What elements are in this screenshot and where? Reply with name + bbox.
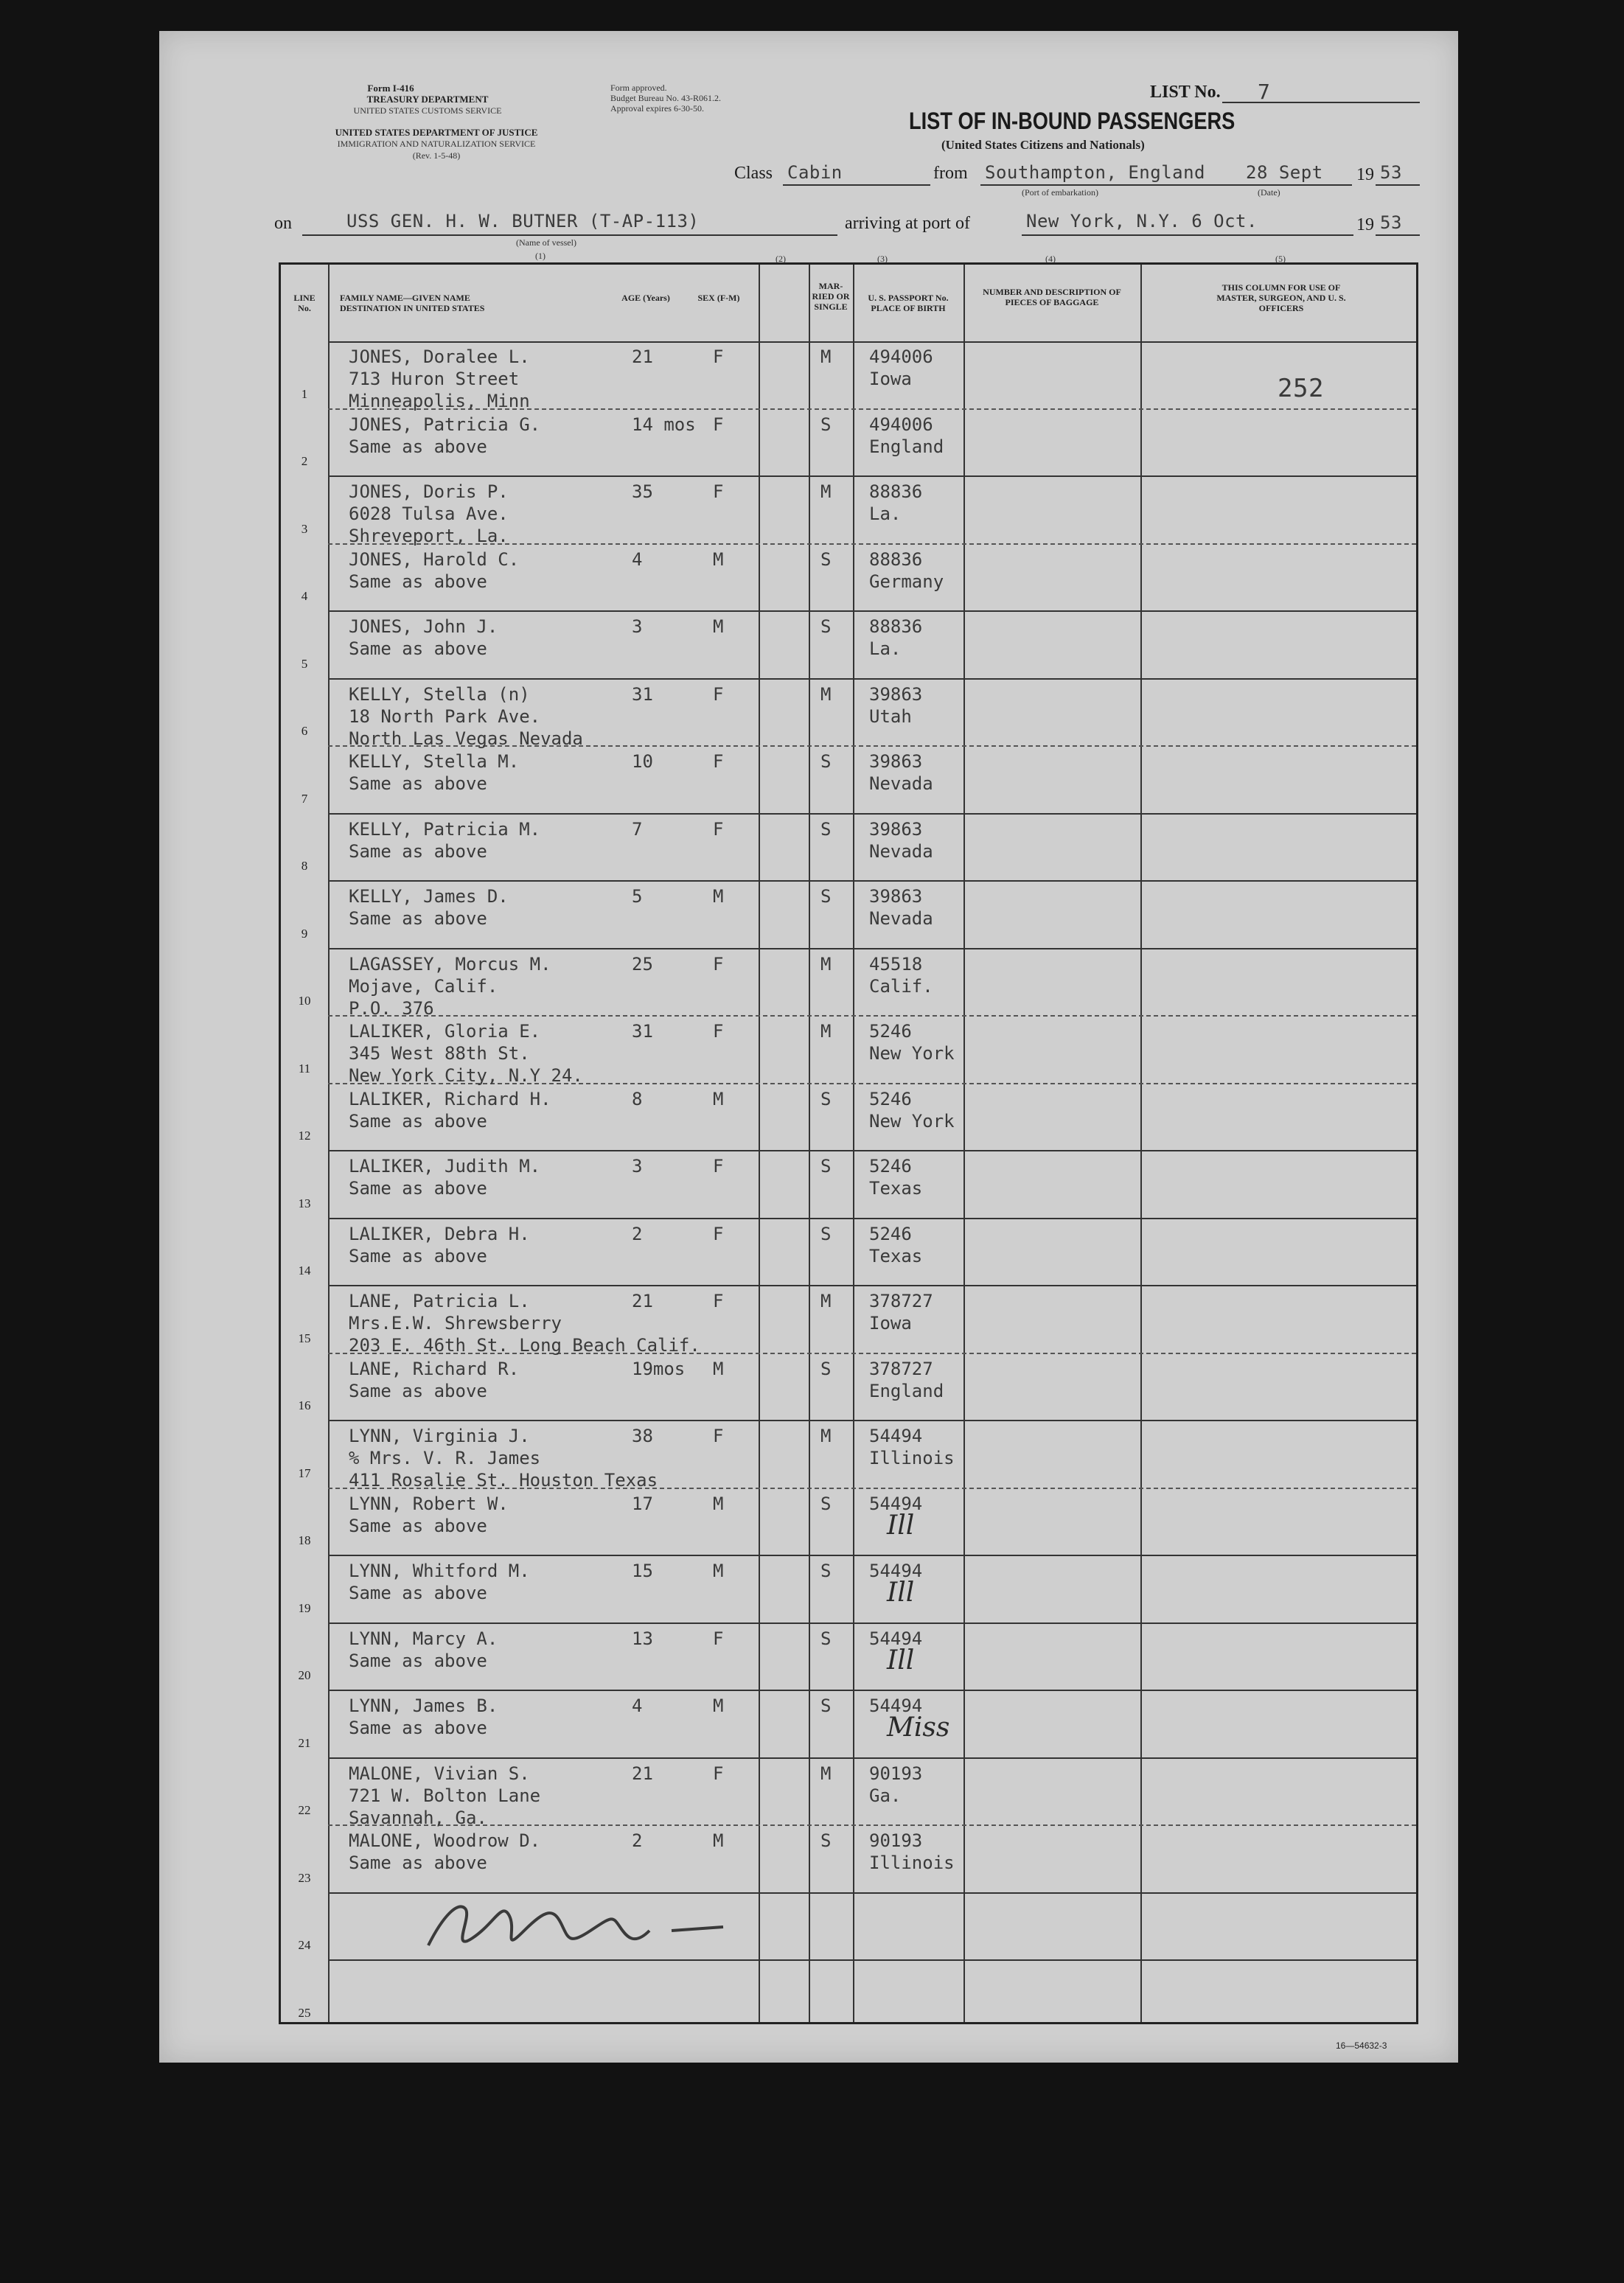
header-divider <box>328 341 1416 343</box>
passenger-age: 38 <box>632 1426 653 1446</box>
passport-number: 378727 <box>869 1291 933 1311</box>
row-divider <box>328 813 1416 815</box>
passenger-sex: F <box>713 1628 724 1649</box>
passport-number: 54494 <box>869 1628 923 1649</box>
page-title: LIST OF IN-BOUND PASSENGERS <box>909 108 1236 134</box>
passport-number: 45518 <box>869 953 923 975</box>
passport-number: 54494 <box>869 1426 923 1446</box>
passenger-age: 21 <box>632 346 653 367</box>
row-divider <box>328 1623 1416 1624</box>
passenger-marital-status: S <box>820 1830 832 1851</box>
passenger-sex: F <box>713 953 724 975</box>
date-caption: (Date) <box>1258 187 1280 198</box>
passenger-marital-status: M <box>820 1426 832 1446</box>
passenger-address: Shreveport, La. <box>349 526 509 546</box>
year-line <box>1376 184 1420 186</box>
passenger-name: LYNN, James B. <box>349 1695 498 1716</box>
passenger-name: JONES, Doris P. <box>349 481 509 502</box>
customs-service: UNITED STATES CUSTOMS SERVICE <box>353 105 502 116</box>
passenger-marital-status: S <box>820 1628 832 1649</box>
line-number: 17 <box>298 1465 311 1480</box>
row-divider <box>328 1015 1416 1017</box>
place-of-birth: New York <box>869 1110 955 1132</box>
passenger-address: Mrs.E.W. Shrewsberry <box>349 1313 562 1334</box>
passenger-name: LALIKER, Gloria E. <box>349 1021 541 1042</box>
treasury-department: TREASURY DEPARTMENT <box>366 94 489 105</box>
passenger-age: 19mos <box>632 1358 686 1379</box>
passenger-age: 4 <box>632 548 643 570</box>
header-baggage: NUMBER AND DESCRIPTION OF PIECES OF BAGGAGE <box>983 287 1121 307</box>
passenger-name: LYNN, Marcy A. <box>349 1628 498 1649</box>
place-of-birth: Utah <box>869 705 912 727</box>
arriving-line <box>1022 234 1353 236</box>
passenger-marital-status: S <box>820 548 832 570</box>
immigration-service: IMMIGRATION AND NATURALIZATION SERVICE <box>337 139 536 149</box>
line-number: 24 <box>298 1938 311 1952</box>
row-divider <box>328 948 1416 949</box>
passenger-address: % Mrs. V. R. James <box>349 1448 541 1468</box>
passenger-sex: F <box>713 683 724 705</box>
passenger-address: 18 North Park Ave. <box>349 705 541 727</box>
from-label: from <box>933 164 968 183</box>
row-divider <box>328 475 1416 477</box>
passport-number: 5246 <box>869 1021 912 1042</box>
passport-number: 5246 <box>869 1088 912 1109</box>
form-footer-code: 16—54632-3 <box>1336 2040 1387 2051</box>
place-of-birth: Ill <box>887 1510 915 1541</box>
year-prefix: 19 <box>1356 165 1374 184</box>
passport-number: 494006 <box>869 414 933 435</box>
passport-number: 88836 <box>869 481 923 502</box>
header-age: AGE (Years) <box>621 293 670 303</box>
line-number: 19 <box>298 1600 311 1615</box>
line-number: 13 <box>298 1196 311 1210</box>
place-of-birth: Iowa <box>869 1313 912 1334</box>
line-number: 10 <box>298 994 311 1008</box>
place-of-birth: Texas <box>869 1178 923 1199</box>
line-number: 2 <box>301 454 308 468</box>
passenger-sex: F <box>713 818 724 840</box>
passenger-address: Same as above <box>349 1650 487 1671</box>
passenger-name: LYNN, Virginia J. <box>349 1426 530 1446</box>
header-married: MAR-RIED OR SINGLE <box>812 281 850 312</box>
passenger-marital-status: M <box>820 1763 832 1784</box>
line-number: 23 <box>298 1870 311 1885</box>
passenger-marital-status: S <box>820 1561 832 1581</box>
passenger-address: New York City, N.Y 24. <box>349 1065 583 1086</box>
passenger-age: 3 <box>632 1156 643 1177</box>
approval-line-1: Form approved. <box>610 83 667 93</box>
passenger-address: 411 Rosalie St. Houston Texas <box>349 1470 658 1491</box>
column-5-caption: (5) <box>1275 254 1286 264</box>
place-of-birth: England <box>869 1380 944 1401</box>
passenger-marital-status: S <box>820 1223 832 1244</box>
passenger-address: 203 E. 46th St. Long Beach Calif. <box>349 1335 700 1356</box>
passenger-age: 3 <box>632 616 643 637</box>
list-no-value: 7 <box>1258 80 1271 104</box>
passenger-address: Same as above <box>349 773 487 794</box>
passenger-sex: M <box>713 1695 724 1716</box>
arrival-year: 53 <box>1380 212 1402 233</box>
place-of-birth: Nevada <box>869 840 933 862</box>
passenger-age: 15 <box>632 1561 653 1581</box>
list-no-line <box>1222 102 1420 103</box>
passport-number: 39863 <box>869 683 923 705</box>
passenger-sex: M <box>713 1561 724 1581</box>
line-number: 5 <box>301 656 308 671</box>
arrival-year-prefix: 19 <box>1356 215 1374 234</box>
passenger-name: MALONE, Woodrow D. <box>349 1830 541 1851</box>
row-divider <box>328 880 1416 882</box>
passport-number: 90193 <box>869 1763 923 1784</box>
passenger-name: LYNN, Whitford M. <box>349 1561 530 1581</box>
on-label: on <box>274 214 292 233</box>
page-subtitle: (United States Citizens and Nationals) <box>941 138 1145 152</box>
list-no-label: LIST No. <box>1150 83 1221 102</box>
passenger-sex: M <box>713 1830 724 1851</box>
place-of-birth: England <box>869 436 944 457</box>
approval-line-3: Approval expires 6-30-50. <box>610 103 704 114</box>
vessel-line <box>302 234 837 236</box>
place-of-birth: Iowa <box>869 369 912 389</box>
passenger-age: 2 <box>632 1830 643 1851</box>
row-divider <box>328 1150 1416 1151</box>
place-of-birth: Miss <box>887 1712 950 1743</box>
passenger-age: 4 <box>632 1695 643 1716</box>
passenger-sex: M <box>713 616 724 637</box>
passenger-marital-status: S <box>820 818 832 840</box>
row-divider <box>328 1690 1416 1691</box>
passport-number: 5246 <box>869 1223 912 1244</box>
passenger-address: North Las Vegas Nevada <box>349 728 583 749</box>
passenger-name: LANE, Richard R. <box>349 1358 520 1379</box>
passenger-sex: F <box>713 414 724 435</box>
place-of-birth: Illinois <box>869 1852 955 1873</box>
line-number: 3 <box>301 521 308 536</box>
passport-number: 39863 <box>869 886 923 907</box>
from-line <box>980 184 1352 186</box>
row-divider <box>328 1285 1416 1286</box>
place-of-birth: Germany <box>869 571 944 592</box>
row-divider <box>328 1757 1416 1759</box>
passenger-address: Same as above <box>349 1380 487 1401</box>
header-line-no: LINE No. <box>293 293 316 313</box>
passport-number: 39863 <box>869 751 923 772</box>
passenger-address: Same as above <box>349 571 487 592</box>
passenger-marital-status: M <box>820 346 832 367</box>
row-divider <box>328 678 1416 680</box>
passenger-age: 14 mos <box>632 414 696 435</box>
place-of-birth: Calif. <box>869 975 933 997</box>
passenger-name: KELLY, James D. <box>349 886 509 907</box>
passenger-address: Same as above <box>349 1583 487 1603</box>
place-of-birth: La. <box>869 503 902 524</box>
place-of-birth: Ga. <box>869 1785 902 1806</box>
passenger-marital-status: M <box>820 1291 832 1311</box>
line-number: 8 <box>301 859 308 873</box>
passenger-name: LALIKER, Debra H. <box>349 1223 530 1244</box>
passenger-name: JONES, Patricia G. <box>349 414 541 435</box>
line-number: 11 <box>298 1061 311 1076</box>
line-number: 21 <box>298 1735 311 1750</box>
line-number: 16 <box>298 1398 311 1412</box>
passport-number: 54494 <box>869 1493 923 1514</box>
passenger-address: Minneapolis, Minn <box>349 391 530 411</box>
passenger-marital-status: S <box>820 1493 832 1514</box>
header-officers: THIS COLUMN FOR USE OF MASTER, SURGEON, AND U. S. OFFICERS <box>1216 282 1346 313</box>
form-number: Form I-416 <box>367 83 414 94</box>
passenger-address: 713 Huron Street <box>349 369 520 389</box>
passport-number: 88836 <box>869 616 923 637</box>
column-1-caption: (1) <box>535 251 546 261</box>
passenger-marital-status: M <box>820 953 832 975</box>
passenger-name: KELLY, Stella M. <box>349 751 520 772</box>
passenger-sex: F <box>713 1426 724 1446</box>
line-number: 20 <box>298 1668 311 1682</box>
passenger-address: Same as above <box>349 1245 487 1266</box>
passenger-sex: F <box>713 751 724 772</box>
passenger-marital-status: S <box>820 1156 832 1177</box>
passenger-age: 5 <box>632 886 643 907</box>
row-divider <box>328 610 1416 612</box>
approval-line-2: Budget Bureau No. 43-R061.2. <box>610 93 721 103</box>
passenger-marital-status: S <box>820 751 832 772</box>
passenger-address: 721 W. Bolton Lane <box>349 1785 541 1806</box>
passport-number: 5246 <box>869 1156 912 1177</box>
place-of-birth: Texas <box>869 1245 923 1266</box>
passenger-address: Same as above <box>349 1852 487 1873</box>
passenger-marital-status: M <box>820 481 832 502</box>
passenger-age: 31 <box>632 1021 653 1042</box>
passenger-address: Same as above <box>349 1178 487 1199</box>
port-caption: (Port of embarkation) <box>1022 187 1098 198</box>
passenger-age: 7 <box>632 818 643 840</box>
passport-number: 90193 <box>869 1830 923 1851</box>
arriving-label: arriving at port of <box>845 214 970 233</box>
class-label: Class <box>734 164 773 183</box>
passenger-sex: F <box>713 1763 724 1784</box>
form-revision: (Rev. 1-5-48) <box>412 150 461 161</box>
line-number: 25 <box>298 2005 311 2020</box>
row-divider <box>328 1555 1416 1556</box>
row-divider <box>328 1824 1416 1826</box>
passenger-name: JONES, Doralee L. <box>349 346 530 367</box>
passport-number: 88836 <box>869 548 923 570</box>
passenger-age: 21 <box>632 1763 653 1784</box>
line-number: 1 <box>301 386 308 401</box>
line-number: 15 <box>298 1331 311 1345</box>
line-number: 6 <box>301 724 308 738</box>
passenger-name: MALONE, Vivian S. <box>349 1763 530 1784</box>
passenger-sex: F <box>713 1223 724 1244</box>
row-divider <box>328 1218 1416 1219</box>
passenger-marital-status: S <box>820 414 832 435</box>
place-of-birth: Illinois <box>869 1448 955 1468</box>
passport-number: 54494 <box>869 1561 923 1581</box>
line-number: 7 <box>301 791 308 806</box>
line-number: 12 <box>298 1129 311 1143</box>
passenger-address: Mojave, Calif. <box>349 975 498 997</box>
passenger-address: 345 West 88th St. <box>349 1043 530 1064</box>
passenger-name: LALIKER, Richard H. <box>349 1088 551 1109</box>
passport-number: 378727 <box>869 1358 933 1379</box>
passenger-marital-status: S <box>820 616 832 637</box>
line-number: 18 <box>298 1533 311 1547</box>
line-number: 14 <box>298 1264 311 1278</box>
passenger-marital-status: S <box>820 1088 832 1109</box>
passenger-age: 25 <box>632 953 653 975</box>
passenger-marital-status: M <box>820 683 832 705</box>
passenger-name: JONES, John J. <box>349 616 498 637</box>
passenger-sex: M <box>713 548 724 570</box>
passenger-name: LALIKER, Judith M. <box>349 1156 541 1177</box>
place-of-birth: Ill <box>887 1645 915 1676</box>
row-divider <box>328 1420 1416 1421</box>
port-embarkation: Southampton, England <box>985 162 1205 183</box>
passenger-sex: M <box>713 1088 724 1109</box>
class-line <box>783 184 930 186</box>
officer-note: 252 <box>1278 374 1324 403</box>
departure-year: 53 <box>1380 162 1402 183</box>
justice-department: UNITED STATES DEPARTMENT OF JUSTICE <box>335 127 538 138</box>
passport-number: 494006 <box>869 346 933 367</box>
passenger-marital-status: S <box>820 1695 832 1716</box>
passenger-name: LAGASSEY, Morcus M. <box>349 953 551 975</box>
passenger-name: KELLY, Patricia M. <box>349 818 541 840</box>
signature <box>414 1886 753 1967</box>
passenger-age: 2 <box>632 1223 643 1244</box>
column-2-caption: (2) <box>776 254 786 264</box>
passenger-address: Savannah, Ga. <box>349 1807 487 1828</box>
header-sex: SEX (F-M) <box>697 293 740 303</box>
passenger-address: Same as above <box>349 1110 487 1132</box>
passenger-marital-status: S <box>820 886 832 907</box>
passenger-sex: M <box>713 886 724 907</box>
passenger-age: 31 <box>632 683 653 705</box>
passenger-sex: F <box>713 346 724 367</box>
passenger-sex: F <box>713 481 724 502</box>
passenger-address: Same as above <box>349 1718 487 1738</box>
passport-number: 39863 <box>869 818 923 840</box>
passenger-sex: M <box>713 1493 724 1514</box>
passport-number: 54494 <box>869 1695 923 1716</box>
passenger-address: Same as above <box>349 638 487 659</box>
passenger-address: Same as above <box>349 436 487 457</box>
line-number: 22 <box>298 1803 311 1817</box>
passenger-sex: F <box>713 1156 724 1177</box>
passenger-sex: F <box>713 1291 724 1311</box>
passenger-address: Same as above <box>349 1515 487 1536</box>
place-of-birth: New York <box>869 1043 955 1064</box>
column-4-caption: (4) <box>1045 254 1056 264</box>
passenger-age: 17 <box>632 1493 653 1514</box>
place-of-birth: Ill <box>887 1578 915 1608</box>
passenger-sex: F <box>713 1021 724 1042</box>
departure-date: 28 Sept <box>1246 162 1323 183</box>
passenger-address: Same as above <box>349 840 487 862</box>
header-passport: U. S. PASSPORT No. PLACE OF BIRTH <box>868 293 949 313</box>
passenger-address: 6028 Tulsa Ave. <box>349 503 509 524</box>
column-3-caption: (3) <box>877 254 888 264</box>
passenger-age: 8 <box>632 1088 643 1109</box>
port-arrival: New York, N.Y. 6 Oct. <box>1026 211 1258 231</box>
passenger-age: 13 <box>632 1628 653 1649</box>
passenger-address: Same as above <box>349 908 487 929</box>
header-name: FAMILY NAME—GIVEN NAME DESTINATION IN UNITED STATES <box>340 293 485 313</box>
passenger-table <box>279 262 1418 2024</box>
vessel-caption: (Name of vessel) <box>516 237 576 248</box>
arrival-year-line <box>1376 234 1420 236</box>
passenger-marital-status: S <box>820 1358 832 1379</box>
place-of-birth: La. <box>869 638 902 659</box>
line-number: 4 <box>301 589 308 603</box>
passenger-sex: M <box>713 1358 724 1379</box>
place-of-birth: Nevada <box>869 908 933 929</box>
passenger-age: 35 <box>632 481 653 502</box>
line-number: 9 <box>301 926 308 941</box>
passenger-marital-status: M <box>820 1021 832 1042</box>
place-of-birth: Nevada <box>869 773 933 794</box>
passenger-age: 10 <box>632 751 653 772</box>
passenger-name: JONES, Harold C. <box>349 548 520 570</box>
passenger-name: LANE, Patricia L. <box>349 1291 530 1311</box>
passenger-address: P.O. 376 <box>349 997 434 1019</box>
vessel-name: USS GEN. H. W. BUTNER (T-AP-113) <box>346 211 700 231</box>
passenger-age: 21 <box>632 1291 653 1311</box>
passenger-name: LYNN, Robert W. <box>349 1493 509 1514</box>
passenger-name: KELLY, Stella (n) <box>349 683 530 705</box>
class-value: Cabin <box>787 162 843 183</box>
